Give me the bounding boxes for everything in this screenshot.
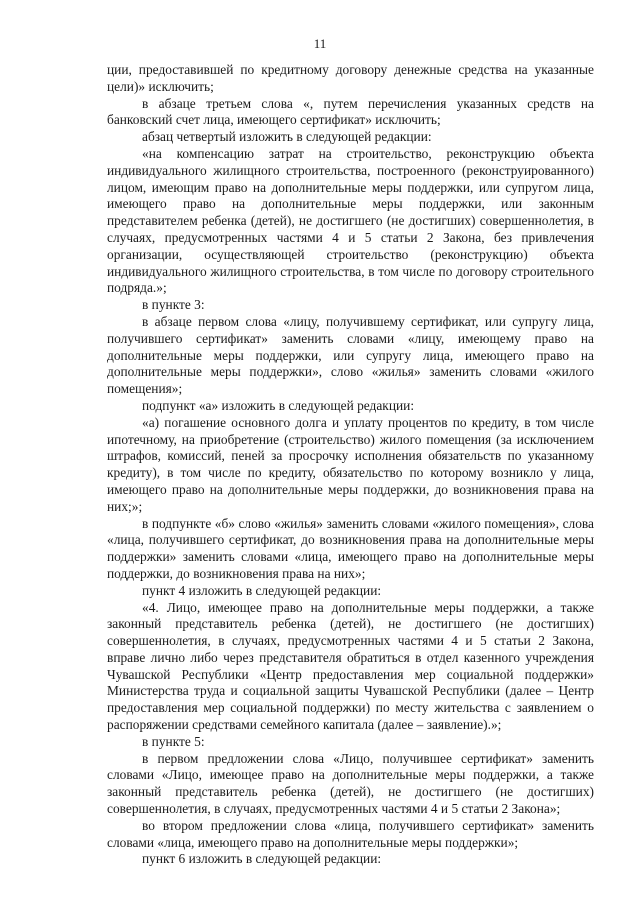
paragraph: пункт 6 изложить в следующей редакции: — [142, 851, 382, 867]
paragraph: в пункте 5: — [142, 733, 205, 749]
paragraph: в первом предложении слова «Лицо, получившее сертификат» заменить словами «Лицо, имеющее право на дополнительные меры поддержки, а также законный представитель ребенка (детей), не достигшего (не достигших) совершеннолетия, в случаях, предусмотренных частями 4 и 5 статьи 2 Закона»; — [107, 750, 594, 817]
paragraph: во втором предложении слова «лица, получившего сертификат» заменить словами «лица, имеющего право на дополнительные меры поддержки»; — [107, 817, 594, 850]
paragraph: пункт 4 изложить в следующей редакции: — [142, 582, 382, 598]
paragraph: «а) погашение основного долга и уплату процентов по кредиту, в том числе ипотечному, на приобретение (строительство) жилого помещения (за исключением штрафов, комиссий, пеней за просрочку исполнения обязательств по указанному кредиту), в том числе по кредиту, обязательство по которому возникло у лица, имеющего право на дополнительные меры поддержки, до возникновения права на них;»; — [107, 414, 594, 514]
paragraph: в подпункте «б» слово «жилья» заменить словами «жилого помещения», слова «лица, получившего сертификат, до возникновения права на дополнительные меры поддержки» заменить словами «лица, имеющего право на дополнительные меры поддержки, до возникновения права на них»; — [107, 515, 594, 581]
paragraph: ции, предоставившей по кредитному договору денежные средства на указанные цели)» исключить; — [107, 62, 594, 94]
paragraph: «на компенсацию затрат на строительство, реконструкцию объекта индивидуального жилищного строительства, построенного (реконструированного) лицом, имеющим право на дополнительные меры поддержки, или супругом лица, имеющего право на дополнительные меры поддержки, или законным представителем ребенка (детей), не достигшего (не достигших) совершеннолетия, в случаях, предусмотренных частями 4 и 5 статьи 2 Закона, без привлечения организации, осуществляющей строительство (реконструкцию) объекта индивидуального жилищного строительства, в том числе по договору строительного подряда.»; — [107, 145, 594, 296]
paragraph: в абзаце третьем слова «, путем перечисления указанных средств на банковский счет лица, имеющего сертификат» исключить; — [107, 95, 594, 128]
document-body — [107, 62, 594, 868]
paragraph: абзац четвертый изложить в следующей редакции: — [142, 129, 432, 145]
page-number: 11 — [313, 36, 327, 51]
paragraph: в абзаце первом слова «лицу, получившему сертификат, или супругу лица, получившего сертификат» заменить словами «лицу, имеющему право на дополнительные меры поддержки, или супругу лица, имеющего право на дополнительные меры поддержки», слово «жилья» заменить словами «жилого помещения»; — [107, 313, 594, 397]
paragraph: «4. Лицо, имеющее право на дополнительные меры поддержки, а также законный представитель ребенка (детей), не достигшего (не достигших) совершеннолетия, в случаях, предусмотренных частями 4 и 5 статьи 2 Закона, вправе лично либо через представителя обратиться в отдел казенного учреждения Чувашской Республики «Центр предоставления мер социальной поддержки» Министерства труда и социальной защиты Чувашской Республики (далее – Центр предоставления мер социальной поддержки) по месту жительства с заявлением о распоряжении средствами семейного капитала (далее – заявление).»; — [107, 599, 594, 733]
paragraph: подпункт «а» изложить в следующей редакции: — [142, 397, 415, 413]
paragraph: в пункте 3: — [142, 297, 205, 313]
